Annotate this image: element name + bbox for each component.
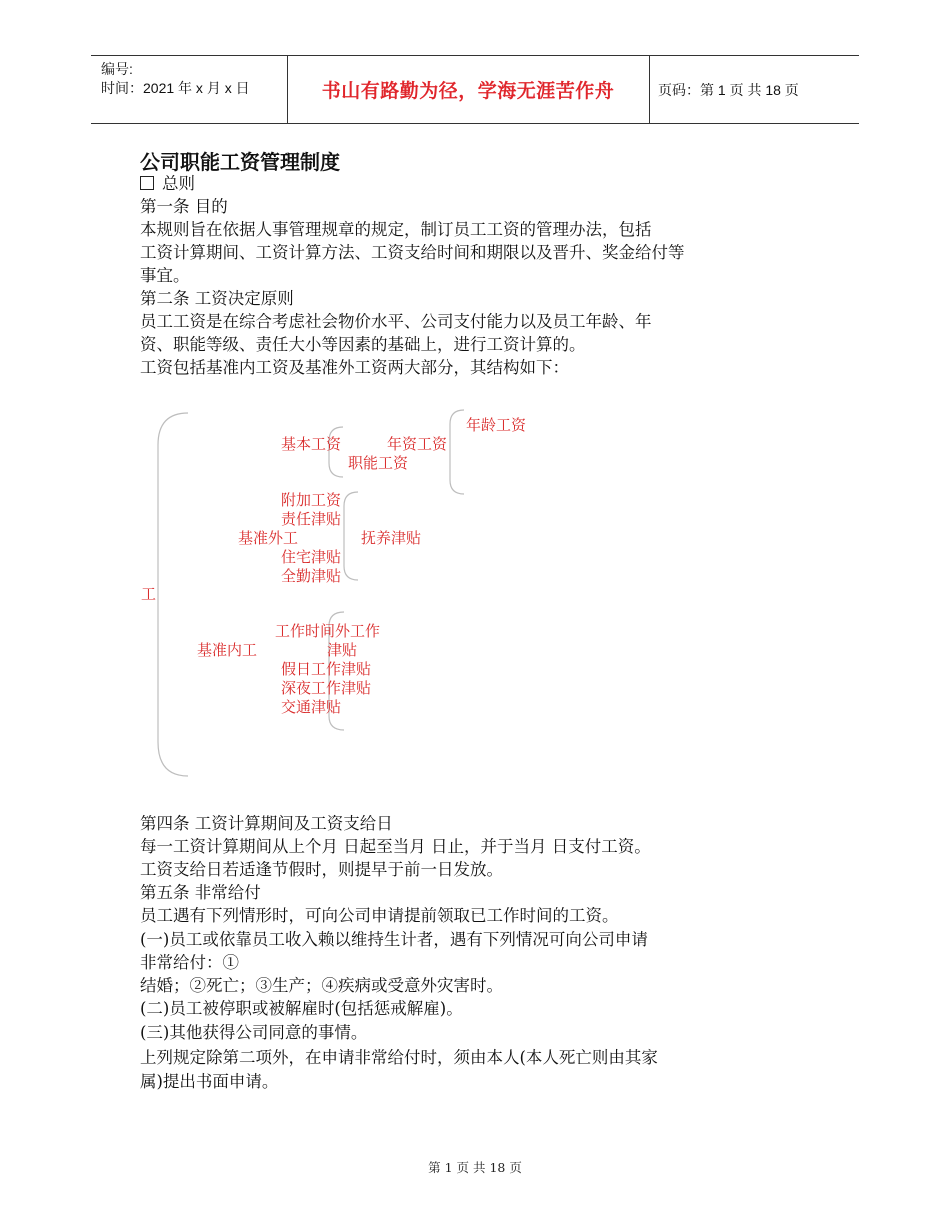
paragraph-line: 工资计算期间、工资计算方法、工资支给时间和期限以及晋升、奖金给付等 <box>140 243 685 262</box>
diagram-label: 交通津贴 <box>281 698 342 716</box>
section-heading: 总则 <box>140 173 195 195</box>
paragraph-line: 事宜。 <box>140 266 190 285</box>
time-label: 时间：2021 年 x 月 x 日 <box>101 80 250 96</box>
page-footer: 第 1 页 共 18 页 <box>428 1160 522 1175</box>
diagram-label: 附加工资 <box>281 491 342 509</box>
diagram-label: 职能工资 <box>348 454 409 472</box>
diagram-label: 全勤津贴 <box>281 567 342 585</box>
paragraph-line: 员工遇有下列情形时，可向公司申请提前领取已工作时间的工资。 <box>140 906 619 925</box>
diagram-label: 年龄工资 <box>466 416 527 434</box>
paragraph-line: 非常给付：① <box>140 953 239 972</box>
page-header <box>91 55 859 124</box>
diagram-label: 基本工资 <box>281 435 342 453</box>
diagram-label: 基准外工 <box>238 529 299 547</box>
article-heading: 第一条 目的 <box>140 197 228 216</box>
header-page-info: 页码：第 1 页 共 18 页 <box>658 82 799 98</box>
paragraph-line: 结婚；②死亡；③生产；④疾病或受意外灾害时。 <box>140 976 503 995</box>
header-divider <box>649 56 650 123</box>
checkbox-icon <box>140 176 154 190</box>
paragraph-line: 属)提出书面申请。 <box>140 1072 279 1091</box>
paragraph-line: (三)其他获得公司同意的事情。 <box>140 1023 368 1042</box>
diagram-label: 年资工资 <box>387 435 448 453</box>
paragraph-line: 工资支给日若适逢节假时，则提早于前一日发放。 <box>140 860 503 879</box>
diagram-label: 抚养津贴 <box>361 529 422 547</box>
paragraph-line: 工资包括基准内工资及基准外工资两大部分，其结构如下： <box>140 358 569 377</box>
bracket-allowances <box>344 492 358 580</box>
article-heading: 第五条 非常给付 <box>140 883 261 902</box>
paragraph-line: 本规则旨在依据人事管理规章的规定，制订员工工资的管理办法，包括 <box>140 220 652 239</box>
paragraph-line: 员工工资是在综合考虑社会物价水平、公司支付能力以及员工年龄、年 <box>140 312 652 331</box>
paragraph-line: (一)员工或依靠员工收入赖以维持生计者，遇有下列情况可向公司申请 <box>140 930 648 949</box>
paragraph-line: 资、职能等级、责任大小等因素的基础上，进行工资计算的。 <box>140 335 586 354</box>
diagram-label: 住宅津贴 <box>281 548 342 566</box>
document-title: 公司职能工资管理制度 <box>140 150 340 174</box>
article-heading: 第二条 工资决定原则 <box>140 289 294 308</box>
bracket-age-wage <box>450 410 464 494</box>
diagram-label: 深夜工作津贴 <box>281 679 372 697</box>
diagram-label: 假日工作津贴 <box>281 660 372 678</box>
header-meta <box>101 60 250 98</box>
paragraph-line: 每一工资计算期间从上个月 日起至当月 日止，并于当月 日支付工资。 <box>140 837 651 856</box>
article-heading: 第四条 工资计算期间及工资支给日 <box>140 814 393 833</box>
outer-bracket <box>158 413 188 776</box>
header-motto: 书山有路勤为径，学海无涯苦作舟 <box>321 80 615 102</box>
diagram-label: 基准内工 <box>197 641 258 659</box>
diagram-root-label: 工 <box>141 585 157 603</box>
paragraph-line: 上列规定除第二项外，在申请非常给付时，须由本人(本人死亡则由其家 <box>140 1048 658 1067</box>
diagram-label: 津贴 <box>327 641 358 659</box>
diagram-label: 工作时间外工作 <box>275 622 381 640</box>
serial-label: 编号: <box>101 61 133 77</box>
diagram-label: 责任津贴 <box>281 510 342 528</box>
paragraph-line: (二)员工被停职或被解雇时(包括惩戒解雇)。 <box>140 999 463 1018</box>
